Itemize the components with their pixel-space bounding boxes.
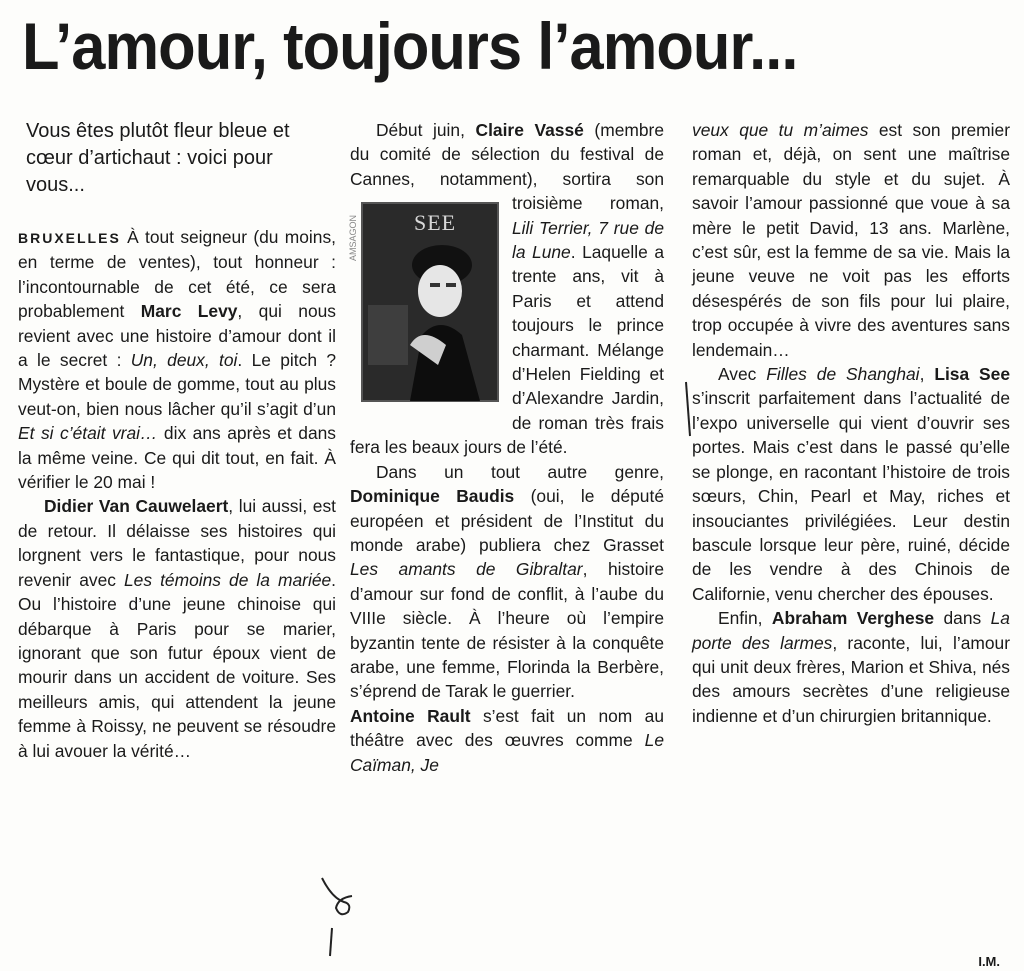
column-1: [18, 118, 336, 763]
book-title: Un, deux, toi: [130, 350, 238, 371]
author-name: Didier Van Cauwelaert: [44, 496, 229, 517]
chapo: Vous êtes plutôt fleur bleue et cœur d’artichaut : voici pour vous...: [26, 120, 290, 196]
paragraph-baudis: [350, 460, 664, 704]
book-title: Et si c’était vrai…: [18, 423, 158, 444]
book-title: Les amants de Gibraltar: [350, 559, 583, 580]
paragraph-rault-cont: [692, 118, 1010, 362]
author-signature: I.M.: [978, 954, 1000, 969]
book-cover-image: [350, 195, 500, 413]
column-2: [350, 118, 664, 777]
author-name: Lisa See: [934, 364, 1010, 385]
headline: L’amour, toujours l’amour...: [22, 9, 798, 83]
text: , lui aussi, est de retour. Il délaisse ses histoires qui lorgnent vers le fantastique, pour nous revenir avec: [18, 496, 337, 590]
handwritten-line-icon: [680, 380, 700, 440]
text: , histoire d’amour sur fond de conflit, à l’aube du VIIIe siècle. À l’heure où l’empire byzantin tente de résister à la conquête arabe, une femme, Florinda la Berbère, s’éprend de Tarak le guerrier.: [350, 559, 665, 702]
text: s’inscrit parfaitement dans l’actualité de l’expo universelle qui vient d’ouvrir ses portes. Mais c’est dans le passé qu’elle se plonge, en racontant l’histoire de trois sœurs, Chin, Pearl et May, riches et insouciantes privilégiées. Leur destin bascule lorsque leur père, ruiné, décide de les vendre à des Chinois de Californie, venu chercher des épouses.: [692, 388, 1010, 604]
text: s’est fait un nom au théâtre avec des œuvres comme: [350, 705, 664, 751]
text: À tout seigneur (du moins, en terme de ventes), tout honneur : l’incontournable de cet été, ce sera probablement: [18, 227, 336, 322]
text: Enfin,: [718, 608, 772, 629]
book-title: veux que tu m’aimes: [692, 120, 869, 140]
text: dix ans après et dans la même veine. Ce qui dit tout, en fait. À vérifier le 20 mai !: [18, 423, 336, 493]
author-name: Abraham Verghese: [771, 608, 935, 629]
paragraph-van-cauwelaert: [18, 494, 336, 762]
author-name: Marc Levy: [140, 301, 238, 322]
text: Début juin,: [376, 120, 476, 140]
text: . Laquelle a trente ans, vit à Paris et attend toujours le prince charmant. Mélange d’Helen Fielding et d’Alexandre Jardin, de roman très frais fera les beaux jours de l’été.: [350, 242, 664, 458]
paragraph-rault: [350, 704, 664, 777]
paragraph-levy: [18, 225, 336, 494]
book-title: Le Caïman, Je: [350, 730, 664, 775]
text: , raconte, lui, l’amour qui unit deux frères, Marion et Shiva, nés des amours secrètes d’une religieuse indienne et d’un chirurgien britannique.: [692, 632, 1010, 726]
text: dans: [934, 608, 991, 629]
text: est son premier roman et, déjà, on sent une maîtrise remarquable du style et du sujet. À savoir l’amour passionné que voue à sa mère le petit David, 13 ans. Marlène, c’est sûr, est la femme de sa vie. Mais la jeune veuve ne voit pas les efforts désespérés de son fils pour lui plaire, trop occupée à vivre des aventures sans lendemain…: [692, 120, 1010, 360]
text: ,: [919, 364, 935, 385]
text: . Ou l’histoire d’une jeune chinoise qui débarque à Paris pour se marier, ignorant que son futur époux vient de mourir dans un accident de voiture. Ses meilleurs amis, qui attendent la jeune femme à Roissy, ne peuvent se résoudre à lui avouer la vérité…: [18, 569, 337, 761]
text: Avec: [718, 364, 767, 385]
cover-author-text: SEE: [414, 210, 457, 236]
handwritten-mark-icon: [318, 868, 358, 958]
text: (membre du comité de sélection du festival de Cannes, notamment), sortira son troisième roman,: [350, 120, 664, 214]
text: , qui nous revient avec une histoire d’amour dont il a le secret :: [18, 301, 336, 371]
svg-text:AMSAGON: AMSAGON: [348, 215, 358, 262]
book-title: Filles de Shanghai: [766, 364, 920, 385]
author-name: Antoine Rault: [350, 705, 471, 726]
column-3: [692, 118, 1010, 728]
paragraph-vasse: [350, 118, 664, 460]
text: . Le pitch ? Mystère et boule de gomme, tout au plus veut-on, bien nous lâcher qu’il s’agit d’un: [18, 350, 336, 419]
author-name: Dominique Baudis: [350, 486, 515, 507]
paragraph-verghese: [692, 606, 1010, 728]
book-title: La porte des larmes: [692, 608, 1010, 653]
paragraph-see: [692, 362, 1010, 606]
author-name: Claire Vassé: [475, 120, 584, 140]
dateline: BRUXELLES: [18, 230, 121, 246]
book-title: Lili Terrier, 7 rue de la Lune: [512, 217, 664, 263]
text: Dans un tout autre genre,: [376, 461, 664, 482]
book-title: Les témoins de la mariée: [124, 569, 332, 590]
text: (oui, le député européen et président de l’Institut du monde arabe) publiera chez Grasset: [350, 486, 664, 555]
